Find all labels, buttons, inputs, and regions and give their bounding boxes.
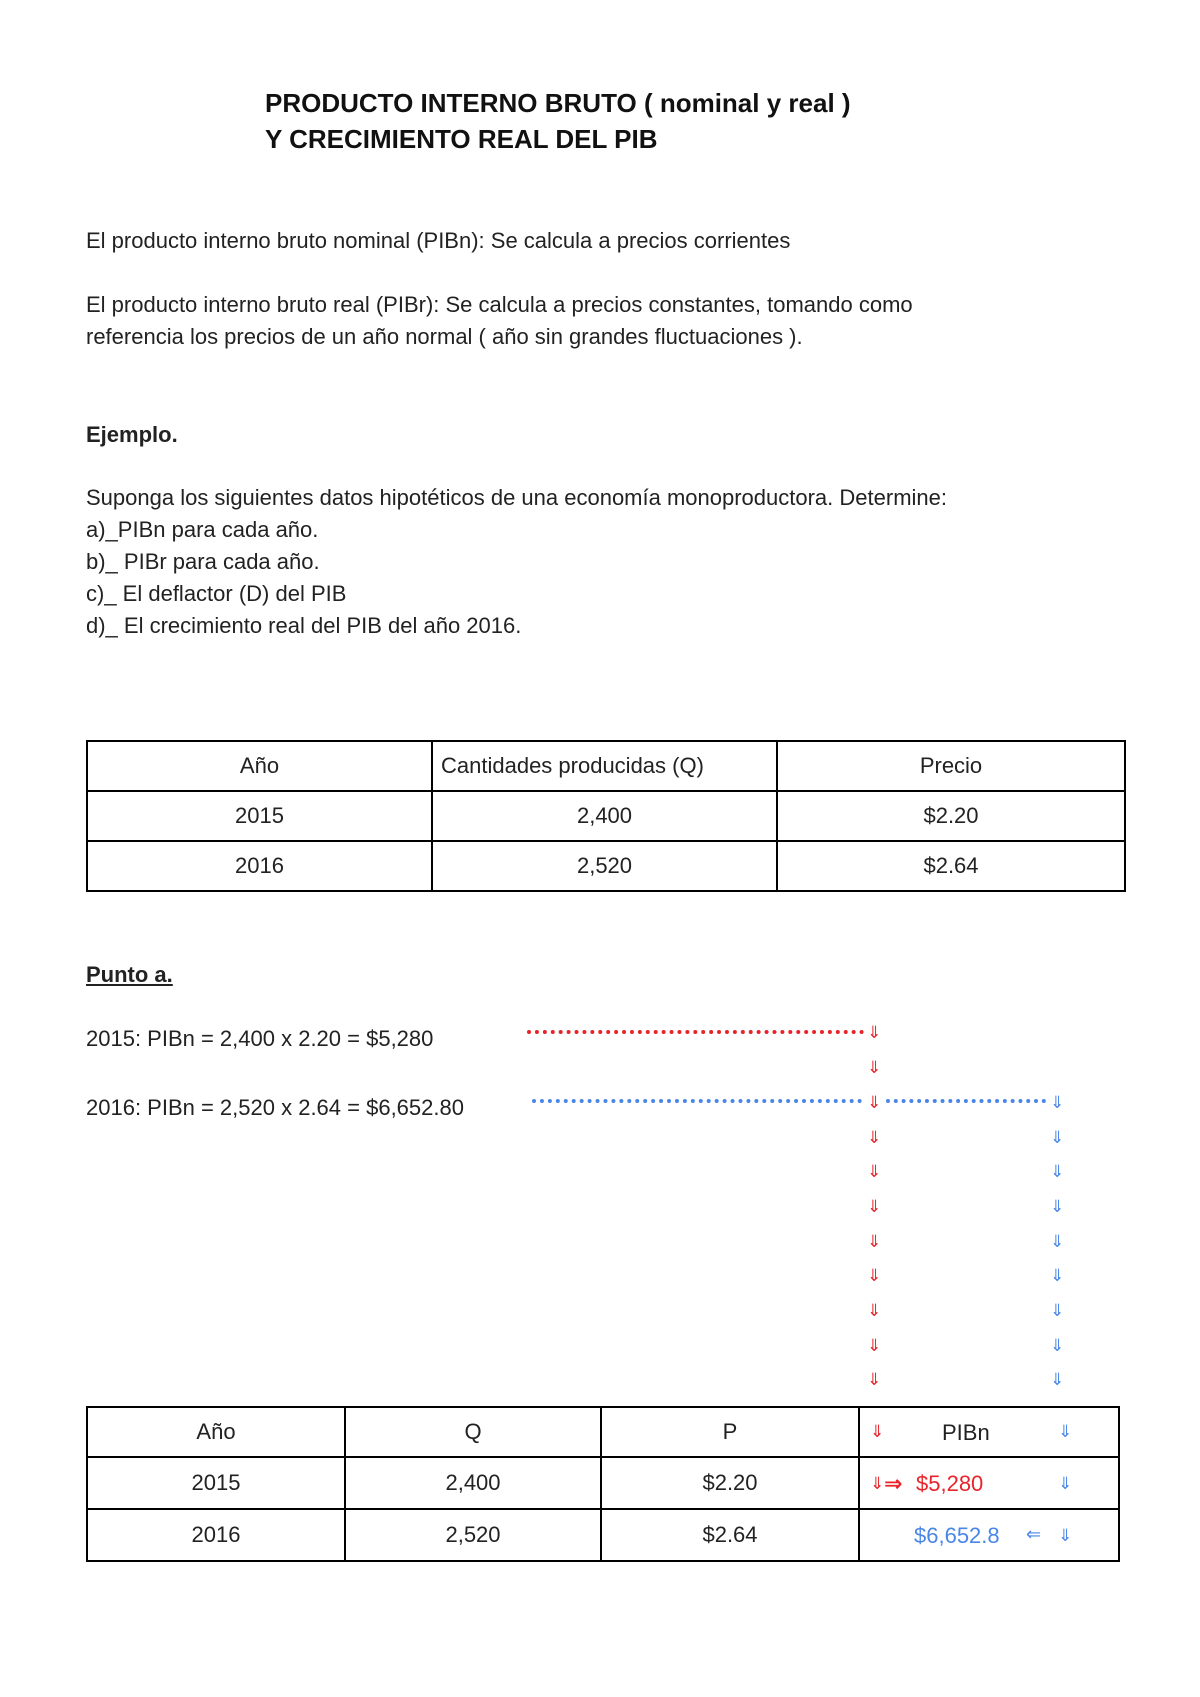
table-cell: 2,520 — [432, 841, 777, 891]
blue-down-arrow-icon: ⇓ — [1058, 1526, 1073, 1545]
header-cell: Año — [87, 741, 432, 791]
table-cell: 2,520 — [345, 1509, 601, 1561]
table-cell: 2,400 — [432, 791, 777, 841]
blue-down-arrow-icon: ⇓ — [1050, 1266, 1065, 1285]
red-down-arrow-icon: ⇓ — [867, 1266, 882, 1285]
table-cell: $2.20 — [777, 791, 1125, 841]
pibn-header-cell — [859, 1407, 1119, 1457]
blue-down-arrow-icon: ⇓ — [1050, 1232, 1065, 1251]
table-header-row — [87, 741, 1125, 791]
pibn-header-label: PIBn — [942, 1420, 990, 1445]
example-heading: Ejemplo. — [86, 422, 178, 447]
punto-a-heading: Punto a. — [86, 962, 173, 987]
red-down-arrow-icon: ⇓ — [867, 1301, 882, 1320]
blue-down-arrow-icon: ⇓ — [1050, 1162, 1065, 1181]
red-down-arrow-icon: ⇓ — [867, 1232, 882, 1251]
header-cell: Cantidades producidas (Q) — [432, 741, 777, 791]
example-item-a: a)_PIBn para cada año. — [86, 517, 319, 542]
calc-2016: 2016: PIBn = 2,520 x 2.64 = $6,652.80 — [86, 1095, 464, 1120]
red-down-arrow-icon: ⇓ — [867, 1128, 882, 1147]
example-prompt: Suponga los siguientes datos hipotéticos de una economía monoproductora. Determine: — [86, 485, 947, 510]
table-row — [87, 841, 1125, 891]
red-right-arrow-icon: ⇒ — [884, 1471, 903, 1496]
table-row — [87, 1509, 1119, 1561]
table-cell: $2.64 — [777, 841, 1125, 891]
red-down-arrow-icon: ⇓ — [870, 1474, 885, 1493]
table-cell: 2015 — [87, 1457, 345, 1509]
red-down-arrow-icon: ⇓ — [867, 1093, 882, 1112]
red-down-arrow-icon: ⇓ — [867, 1162, 882, 1181]
blue-down-arrow-icon: ⇓ — [1050, 1301, 1065, 1320]
red-dotted-connector — [527, 1030, 864, 1034]
data-table — [86, 740, 1126, 892]
page-title-line-2: Y CRECIMIENTO REAL DEL PIB — [265, 124, 658, 154]
red-down-arrow-icon: ⇓ — [867, 1336, 882, 1355]
red-down-arrow-icon: ⇓ — [867, 1370, 882, 1389]
blue-down-arrow-icon: ⇓ — [1050, 1336, 1065, 1355]
table-header-row — [87, 1407, 1119, 1457]
header-cell: P — [601, 1407, 859, 1457]
pibn-2016-cell — [859, 1509, 1119, 1561]
blue-down-arrow-icon: ⇓ — [1050, 1128, 1065, 1147]
table-row — [87, 791, 1125, 841]
table-cell: 2,400 — [345, 1457, 601, 1509]
table-cell: $2.64 — [601, 1509, 859, 1561]
header-cell: Año — [87, 1407, 345, 1457]
real-definition-line-2: referencia los precios de un año normal ( año sin grandes fluctuaciones ). — [86, 324, 803, 349]
table-cell: 2016 — [87, 1509, 345, 1561]
header-cell: Q — [345, 1407, 601, 1457]
red-down-arrow-icon: ⇓ — [867, 1197, 882, 1216]
blue-dotted-connector-right — [886, 1099, 1046, 1103]
nominal-definition: El producto interno bruto nominal (PIBn): Se calcula a precios corrientes — [86, 228, 791, 253]
pibn-2016-value: $6,652.8 — [914, 1523, 1000, 1548]
result-table — [86, 1406, 1120, 1562]
page-title-line-1: PRODUCTO INTERNO BRUTO ( nominal y real ) — [265, 88, 851, 118]
blue-down-arrow-icon: ⇓ — [1050, 1370, 1065, 1389]
pibn-2015-cell — [859, 1457, 1119, 1509]
blue-down-arrow-icon: ⇓ — [1058, 1422, 1073, 1441]
table-row — [87, 1457, 1119, 1509]
blue-left-arrow-icon: ⇐ — [1026, 1524, 1042, 1544]
table-cell: $2.20 — [601, 1457, 859, 1509]
calc-2015: 2015: PIBn = 2,400 x 2.20 = $5,280 — [86, 1026, 434, 1051]
example-item-c: c)_ El deflactor (D) del PIB — [86, 581, 347, 606]
table-cell: 2016 — [87, 841, 432, 891]
table-cell: 2015 — [87, 791, 432, 841]
blue-dotted-connector-left — [532, 1099, 862, 1103]
header-cell: Precio — [777, 741, 1125, 791]
red-down-arrow-icon: ⇓ — [870, 1422, 885, 1441]
real-definition-line-1: El producto interno bruto real (PIBr): Se calcula a precios constantes, tomando como — [86, 292, 913, 317]
red-down-arrow-icon: ⇓ — [867, 1023, 882, 1042]
blue-down-arrow-icon: ⇓ — [1050, 1197, 1065, 1216]
example-item-d: d)_ El crecimiento real del PIB del año 2016. — [86, 613, 522, 638]
red-down-arrow-icon: ⇓ — [867, 1058, 882, 1077]
blue-down-arrow-icon: ⇓ — [1058, 1474, 1073, 1493]
blue-down-arrow-icon: ⇓ — [1050, 1093, 1065, 1112]
pibn-2015-value: $5,280 — [916, 1471, 984, 1496]
example-item-b: b)_ PIBr para cada año. — [86, 549, 320, 574]
